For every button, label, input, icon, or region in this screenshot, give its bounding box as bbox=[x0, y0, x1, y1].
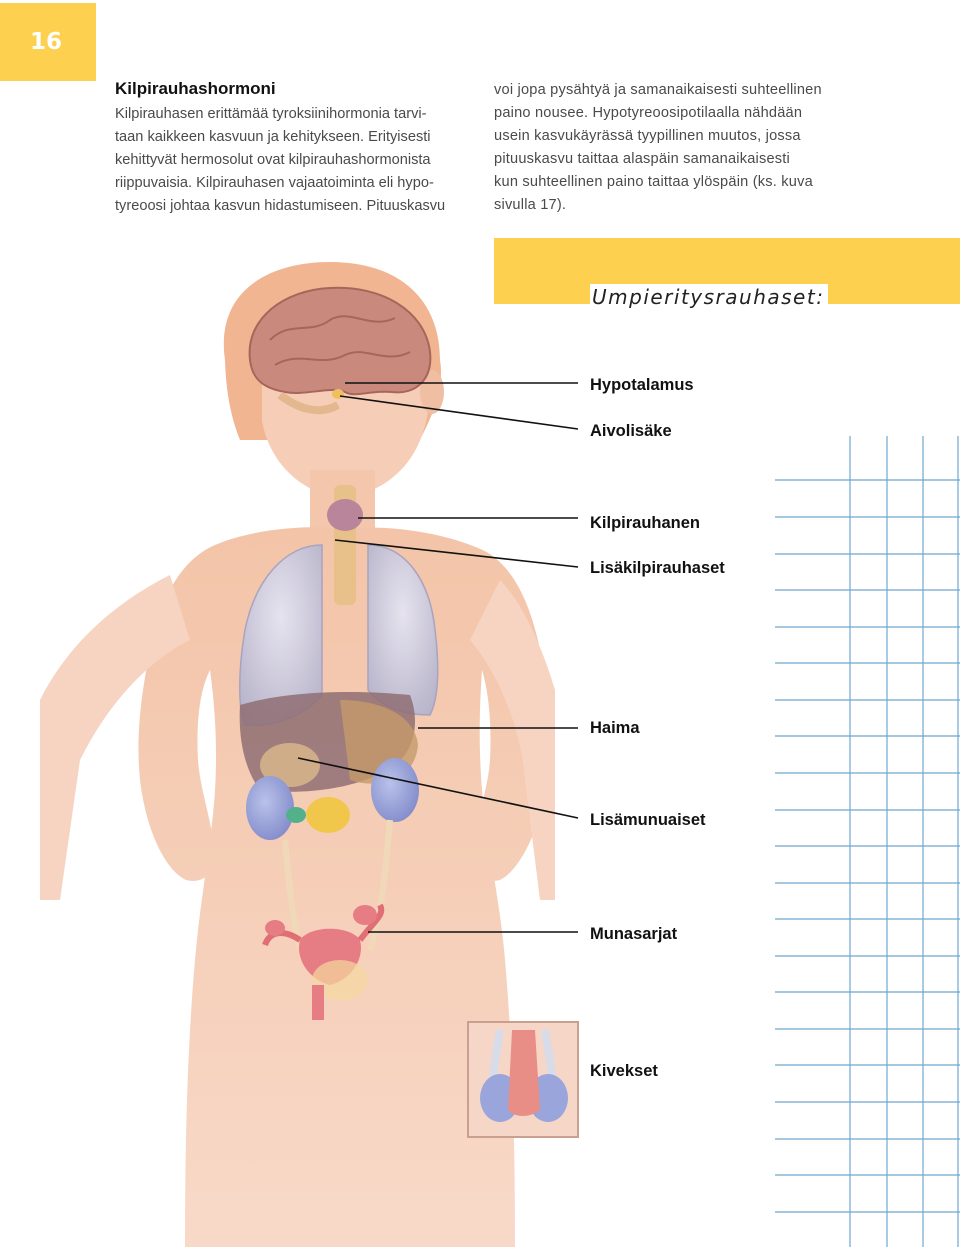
text-line: usein kasvukäyrässä tyypillinen muutos, jossa bbox=[494, 128, 801, 144]
text-line: riippuvaisia. Kilpirauhasen vajaatoiminta eli hypo- bbox=[115, 175, 434, 191]
label-kivekset: Kivekset bbox=[590, 1062, 658, 1080]
text-line: pituuskasvu taittaa alaspäin samanaikaisesti bbox=[494, 151, 790, 167]
text-line: Kilpirauhasen erittämää tyroksiinihormonia tarvi- bbox=[115, 106, 427, 122]
text-line: sivulla 17). bbox=[494, 197, 567, 213]
section-title: Kilpirauhashormoni bbox=[115, 79, 276, 98]
text-line: kehittyvät hermosolut ovat kilpirauhashormonista bbox=[115, 152, 431, 168]
page-number: 16 bbox=[30, 29, 63, 55]
testes-inset bbox=[468, 1022, 578, 1137]
label-kilpirauhanen: Kilpirauhanen bbox=[590, 514, 701, 532]
figure-title: Umpieritysrauhaset: bbox=[590, 284, 828, 310]
text-line: taan kaikkeen kasvuun ja kehitykseen. Erityisesti bbox=[115, 129, 431, 145]
label-aivolisake: Aivolisäke bbox=[590, 422, 672, 440]
label-lisamunuaiset: Lisämunuaiset bbox=[590, 811, 706, 829]
grid-background bbox=[775, 436, 960, 1247]
label-lisakilpirauhaset: Lisäkilpirauhaset bbox=[590, 559, 725, 577]
text-line: voi jopa pysähtyä ja samanaikaisesti suhteellinen bbox=[494, 82, 822, 98]
label-haima: Haima bbox=[590, 719, 640, 737]
text-line: kun suhteellinen paino taittaa ylöspäin (ks. kuva bbox=[494, 174, 813, 190]
label-hypotalamus: Hypotalamus bbox=[590, 376, 694, 394]
label-munasarjat: Munasarjat bbox=[590, 925, 678, 943]
text-line: tyreoosi johtaa kasvun hidastumiseen. Pituuskasvu bbox=[115, 198, 446, 214]
text-line: paino nousee. Hypotyreoosipotilaalla nähdään bbox=[494, 105, 803, 121]
